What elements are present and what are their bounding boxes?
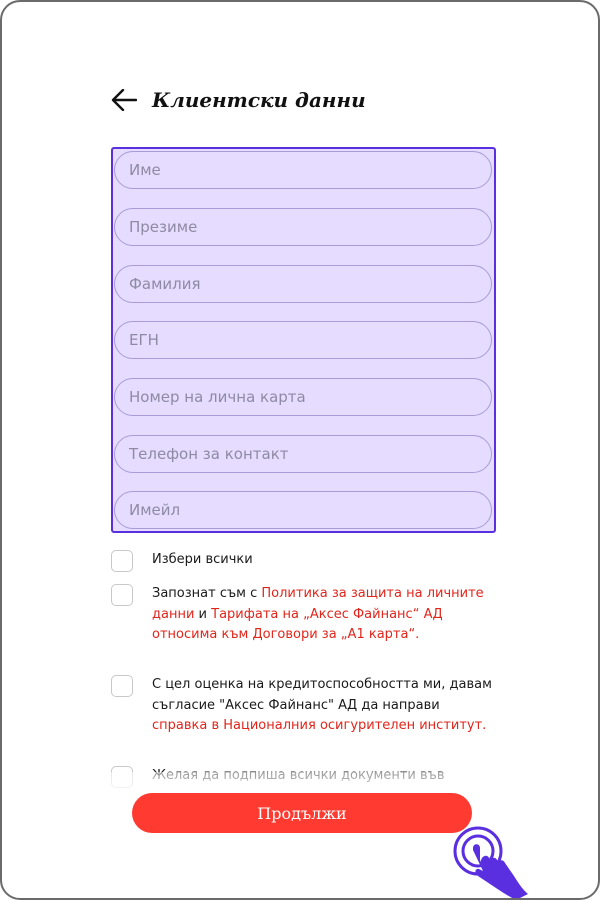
- page-header: [110, 86, 366, 114]
- select-all-row: [111, 550, 497, 572]
- credit-consent-checkbox[interactable]: [111, 675, 133, 697]
- contact-phone-field[interactable]: [114, 435, 492, 473]
- privacy-policy-link[interactable]: Политика за защита на личните данни: [152, 586, 484, 622]
- nssi-inquiry-link[interactable]: справка в Националния осигурителен институт.: [152, 718, 487, 733]
- privacy-text-2: и: [194, 606, 212, 622]
- tap-hand-icon: [450, 824, 536, 900]
- back-arrow-icon: [111, 89, 137, 111]
- tariff-link[interactable]: Тарифата на „Аксес Файнанс“ АД относима към Договори за „А1 карта“.: [152, 606, 443, 642]
- email-field[interactable]: [114, 491, 492, 529]
- back-button[interactable]: [110, 86, 138, 114]
- id-card-number-field[interactable]: [114, 378, 492, 416]
- select-all-label: Избери всички: [152, 552, 253, 567]
- client-data-form: [111, 147, 496, 533]
- page-title: Клиентски данни: [152, 88, 366, 112]
- continue-button[interactable]: Продължи: [132, 793, 472, 833]
- credit-consent-text: [152, 675, 497, 737]
- credit-text-1: С цел оценка на кредитоспособността ми, давам съгласие "Аксес Файнанс" АД да направи: [152, 677, 492, 713]
- first-name-field[interactable]: [114, 151, 492, 189]
- last-name-field[interactable]: [114, 265, 492, 303]
- select-all-checkbox[interactable]: [111, 550, 133, 572]
- credit-consent-row: [111, 675, 497, 737]
- privacy-consent-row: [111, 584, 497, 646]
- privacy-text-1: Запознат съм с: [152, 586, 262, 601]
- egn-field[interactable]: [114, 321, 492, 359]
- privacy-consent-text: [152, 584, 497, 646]
- privacy-consent-checkbox[interactable]: [111, 584, 133, 606]
- middle-name-field[interactable]: [114, 208, 492, 246]
